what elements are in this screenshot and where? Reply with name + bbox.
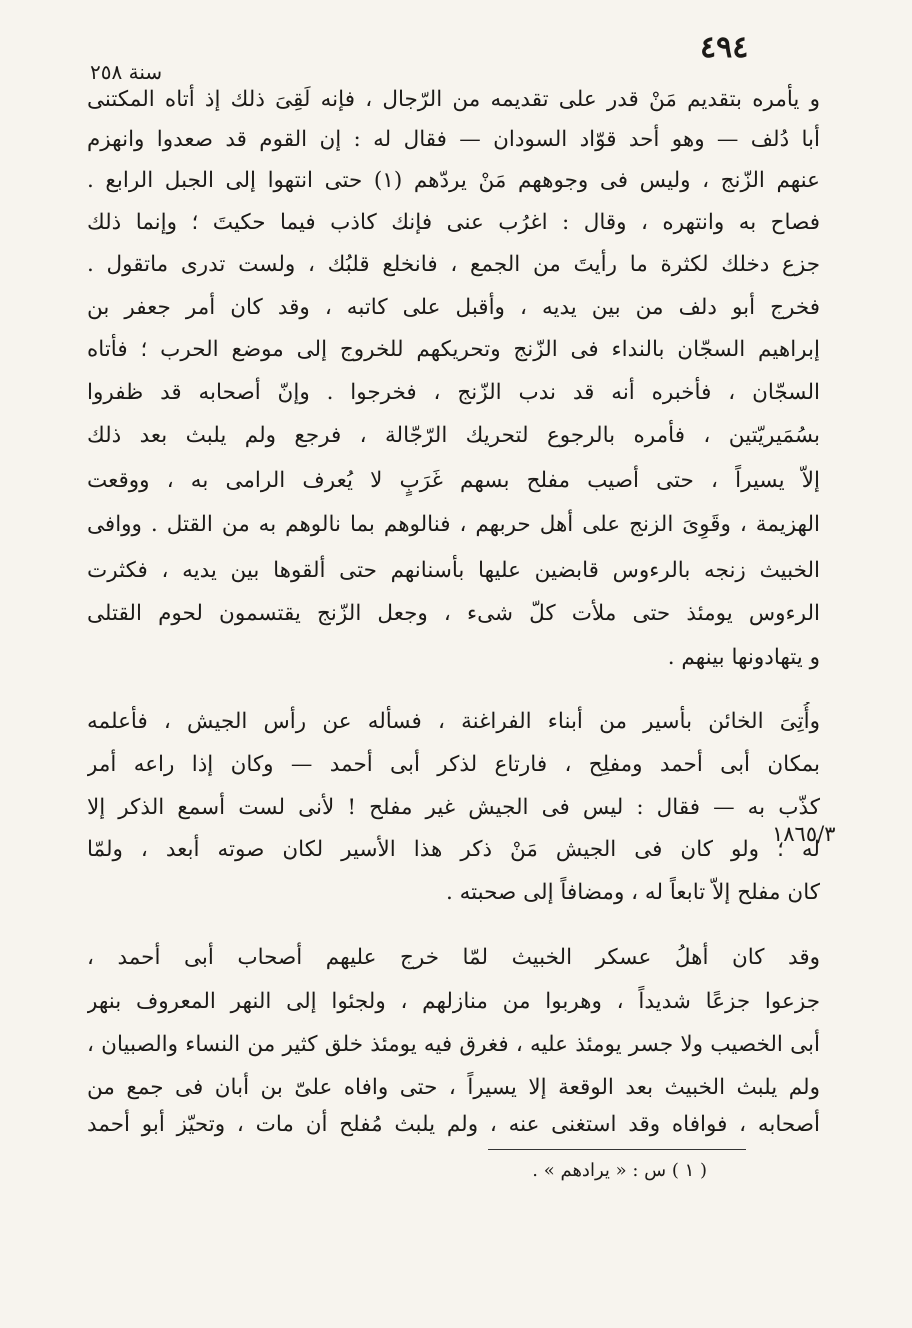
- text-line: جزع دخلك لكثرة ما رأيتَ من الجمع ، فانخلع قلبُك ، ولست تدرى ماتقول .: [87, 252, 820, 277]
- text-line: فخرج أبو دلف من بين يديه ، وأقبل على كاتبه ، وقد كان أمر جعفر بن: [87, 295, 820, 320]
- text-line: كان مفلح إلاّ تابعاً له ، ومضافاً إلى صحبته .: [445, 880, 820, 905]
- text-line: أصحابه ، فوافاه وقد استغنى عنه ، ولم يلبث مُفلح أن مات ، وتحيّز أبو أحمد: [87, 1112, 820, 1137]
- running-head: سنة ٢٥٨: [90, 60, 163, 84]
- text-line: أبا دُلف — وهو أحد قوّاد السودان — فقال له : إن القوم قد صعدوا وانهزم: [87, 127, 820, 152]
- footnote-divider: [488, 1149, 746, 1150]
- text-line: إلاّ يسيراً ، حتى أصيب مفلح بسهم غَرَبٍ لا يُعرف الرامى به ، ووقعت: [87, 468, 820, 493]
- text-line: وقد كان أهلُ عسكر الخبيث لمّا خرج عليهم أصحاب أبى أحمد ،: [87, 945, 820, 970]
- footnote: ( ١ ) س : « يرادهم » .: [532, 1160, 707, 1181]
- margin-reference: ١٨٦٥/٣: [772, 822, 836, 846]
- text-line: جزعوا جزعًا شديداً ، وهربوا من منازلهم ، ولجئوا إلى النهر المعروف بنهر: [87, 989, 820, 1014]
- text-line: و يأمره بتقديم مَنْ قدر على تقديمه من الرّجال ، فإنه لَقِىَ ذلك إذ أتاه المكتنى: [87, 87, 820, 112]
- text-line: كذّب به — فقال : ليس فى الجيش غير مفلح ! لأنى لست أسمع الذكر إلا: [87, 795, 820, 820]
- text-line: أبى الخصيب ولا جسر يومئذ عليه ، فغرق فيه يومئذ خلق كثير من النساء والصبيان ،: [87, 1032, 820, 1057]
- page-number: ٤٩٤: [700, 30, 749, 65]
- text-line: السجّان ، فأخبره أنه قد ندب الزّنج ، فخرجوا . وإنّ أصحابه قد ظفروا: [87, 380, 820, 405]
- text-line: له ؛ ولو كان فى الجيش مَنْ ذكر هذا الأسير لكان صوته أبعد ، ولمّا: [87, 837, 820, 862]
- text-line: عنهم الزّنج ، وليس فى وجوههم مَنْ يردّهم (١) حتى انتهوا إلى الجبل الرابع .: [87, 168, 820, 193]
- text-line: إبراهيم السجّان بالنداء فى الزّنج وتحريكهم للخروج إلى موضع الحرب ؛ فأتاه: [87, 337, 820, 362]
- text-line: بمكان أبى أحمد ومفلِح ، فارتاع لذكر أبى أحمد — وكان إذا راعه أمر: [87, 752, 820, 777]
- text-line: و يتهادونها بينهم .: [667, 645, 820, 670]
- text-line: فصاح به وانتهره ، وقال : اغرُب عنى فإنك كاذب فيما حكيتَ ؛ وإنما ذلك: [87, 210, 820, 235]
- text-line: الرءوس يومئذ حتى ملأت كلّ شىء ، وجعل الزّنج يقتسمون لحوم القتلى: [87, 601, 820, 626]
- text-line: الخبيث زنجه بالرءوس قابضين عليها بأسنانهم حتى ألقوها بين يديه ، فكثرت: [87, 558, 820, 583]
- text-line: الهزيمة ، وقَوِىَ الزنج على أهل حربهم ، فنالوهم بما نالوهم به من القتل . ووافى: [87, 512, 820, 537]
- text-line: ولم يلبث الخبيث بعد الوقعة إلا يسيراً ، حتى وافاه علىّ بن أبان فى جمع من: [87, 1075, 820, 1100]
- text-line: وأُتِىَ الخائن بأسير من أبناء الفراغنة ، فسأله عن رأس الجيش ، فأعلمه: [87, 709, 820, 734]
- text-line: بسُمَيريّتين ، فأمره بالرجوع لتحريك الرّجّالة ، فرجع ولم يلبث بعد ذلك: [87, 423, 820, 448]
